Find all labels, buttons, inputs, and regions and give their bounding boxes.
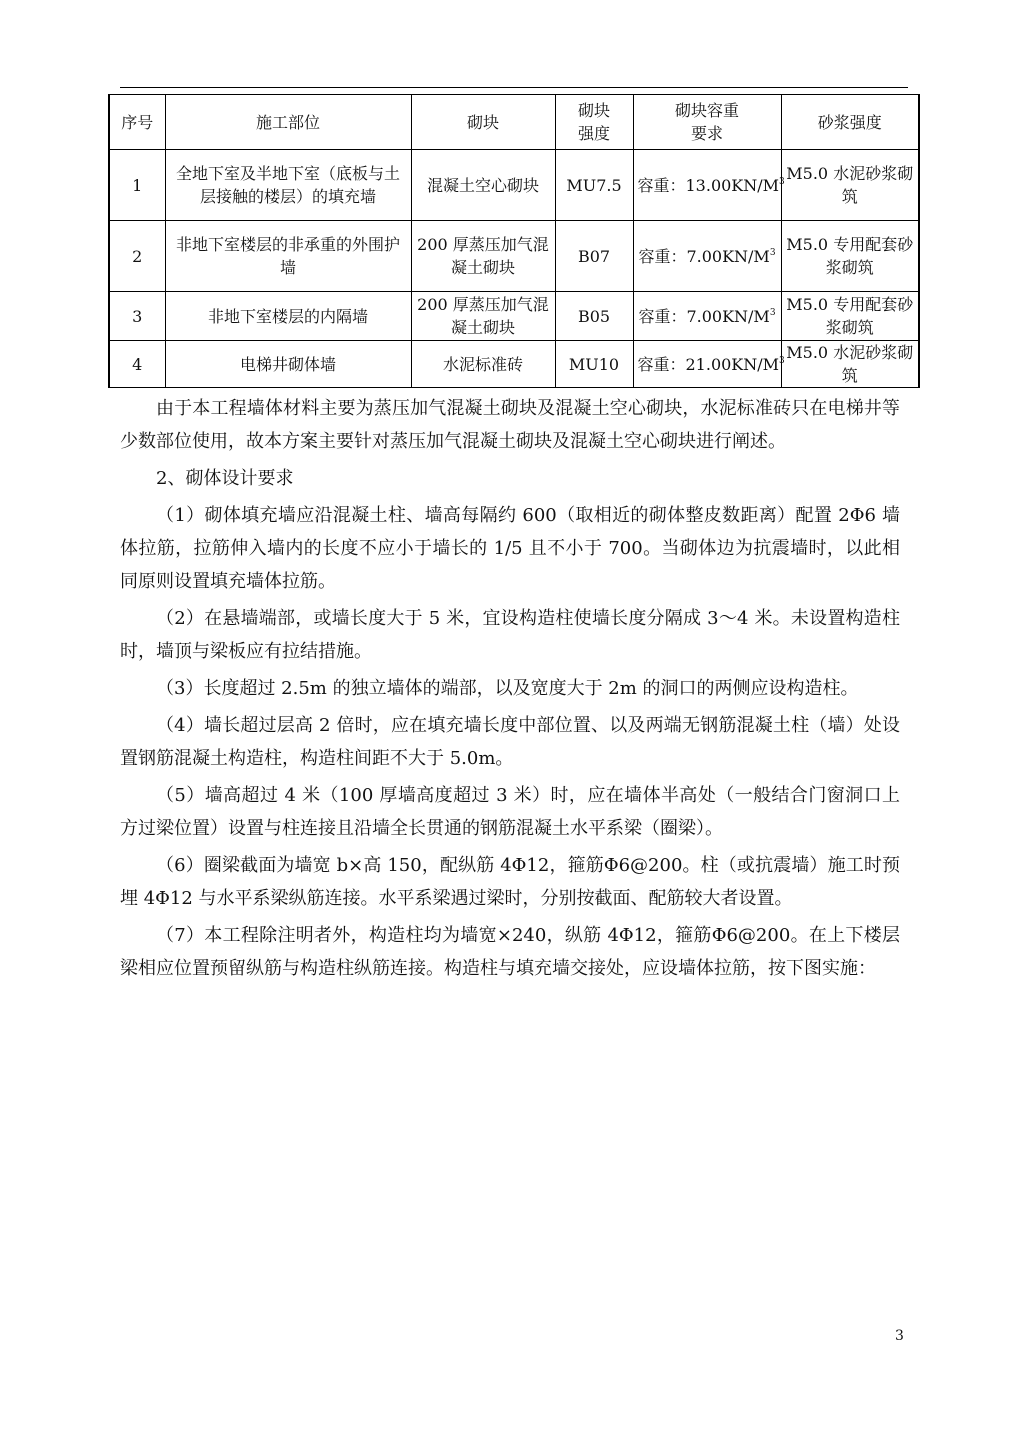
requirement-4: （4）墙长超过层高 2 倍时，应在填充墙长度中部位置、以及两端无钢筋混凝土柱（墙）处设置钢筋混凝土构造柱，构造柱间距不大于 5.0m。 [120, 715, 900, 769]
requirement-3: （3）长度超过 2.5m 的独立墙体的端部，以及宽度大于 2m 的洞口的两侧应设构造柱。 [156, 678, 859, 699]
table-row [109, 341, 919, 388]
density-exponent: 3 [769, 247, 776, 258]
density-exponent: 3 [779, 355, 785, 366]
density-exponent: 3 [769, 307, 776, 318]
table-row [109, 292, 919, 341]
cell-strength: MU10 [555, 341, 633, 388]
cell-strength: B07 [555, 221, 633, 292]
density-value: 容重：13.00KN/M [637, 175, 780, 195]
masonry-spec-table [108, 94, 920, 388]
density-value: 容重：7.00KN/M [638, 246, 770, 266]
cell-no: 2 [109, 221, 165, 292]
header-location: 施工部位 [165, 95, 411, 150]
table-row [109, 221, 919, 292]
body-text [120, 392, 900, 989]
cell-block: 混凝土空心砌块 [411, 150, 555, 221]
cell-strength: MU7.5 [555, 150, 633, 221]
cell-location: 全地下室及半地下室（底板与土层接触的楼层）的填充墙 [165, 150, 411, 221]
table-header-row [109, 95, 919, 150]
cell-no: 4 [109, 341, 165, 388]
page-number: 3 [895, 1328, 904, 1344]
cell-mortar: M5.0 水泥砂浆砌筑 [781, 150, 919, 221]
cell-strength: B05 [555, 292, 633, 341]
requirement-6: （6）圈梁截面为墙宽 b×高 150，配纵筋 4Φ12，箍筋Φ6@200。柱（或抗震墙）施工时预埋 4Φ12 与水平系梁纵筋连接。水平系梁遇过梁时，分别按截面、配筋较大者设置。 [120, 855, 900, 909]
cell-mortar: M5.0 专用配套砂浆砌筑 [781, 221, 919, 292]
density-value: 容重：7.00KN/M [638, 306, 770, 326]
requirement-7: （7）本工程除注明者外，构造柱均为墙宽×240，纵筋 4Φ12，箍筋Φ6@200。在上下楼层梁相应位置预留纵筋与构造柱纵筋连接。构造柱与填充墙交接处，应设墙体拉筋，按下图实施： [120, 925, 900, 979]
cell-no: 1 [109, 150, 165, 221]
header-mortar: 砂浆强度 [781, 95, 919, 150]
table-row [109, 150, 919, 221]
cell-density [633, 221, 781, 292]
cell-no: 3 [109, 292, 165, 341]
header-strength: 砌块 强度 [555, 95, 633, 150]
cell-location: 非地下室楼层的内隔墙 [165, 292, 411, 341]
cell-location: 电梯井砌体墙 [165, 341, 411, 388]
section-heading: 2、砌体设计要求 [156, 468, 294, 489]
cell-density [633, 150, 785, 221]
intro-paragraph: 由于本工程墙体材料主要为蒸压加气混凝土砌块及混凝土空心砌块，水泥标准砖只在电梯井等少数部位使用，故本方案主要针对蒸压加气混凝土砌块及混凝土空心砌块进行阐述。 [120, 398, 900, 452]
density-value: 容重：21.00KN/M [637, 354, 780, 374]
header-block: 砌块 [411, 95, 555, 150]
cell-block: 200 厚蒸压加气混凝土砌块 [411, 221, 555, 292]
cell-density [633, 341, 785, 388]
cell-density [633, 292, 781, 341]
cell-mortar: M5.0 专用配套砂浆砌筑 [781, 292, 919, 341]
cell-location: 非地下室楼层的非承重的外围护墙 [165, 221, 411, 292]
cell-block: 200 厚蒸压加气混凝土砌块 [411, 292, 555, 341]
requirement-5: （5）墙高超过 4 米（100 厚墙高度超过 3 米）时，应在墙体半高处（一般结合门窗洞口上方过梁位置）设置与柱连接且沿墙全长贯通的钢筋混凝土水平系梁（圈梁）。 [120, 785, 900, 839]
header-no: 序号 [109, 95, 165, 150]
density-exponent: 3 [779, 176, 785, 187]
requirement-1: （1）砌体填充墙应沿混凝土柱、墙高每隔约 600（取相近的砌体整皮数距离）配置 2Φ6 墙体拉筋，拉筋伸入墙内的长度不应小于墙长的 1/5 且不小于 700。当砌体边为抗震墙时，以此相同原则设置填充墙体拉筋。 [120, 505, 900, 592]
cell-block: 水泥标准砖 [411, 341, 555, 388]
cell-mortar: M5.0 水泥砂浆砌筑 [781, 341, 919, 388]
header-rule [120, 87, 908, 88]
requirement-2: （2）在悬墙端部，或墙长度大于 5 米，宜设构造柱使墙长度分隔成 3～4 米。未设置构造柱时，墙顶与梁板应有拉结措施。 [120, 608, 900, 662]
header-density: 砌块容重 要求 [633, 95, 781, 150]
